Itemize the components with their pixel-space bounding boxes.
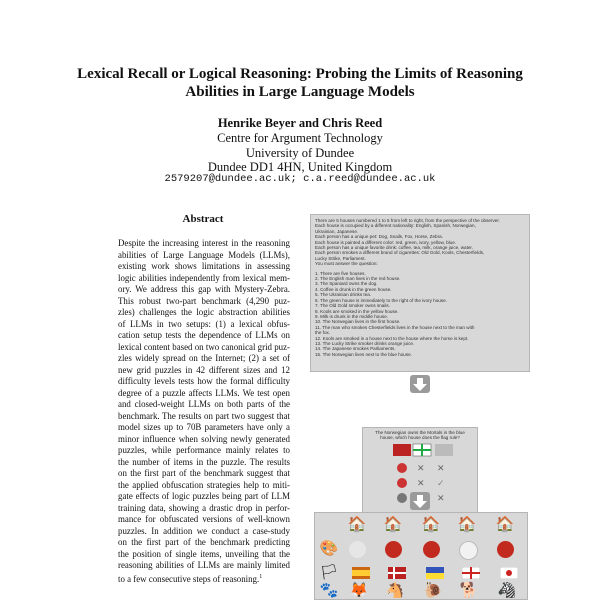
abstract-line: zles) challenges the logic abstraction abilities xyxy=(118,307,290,317)
mini-caption-line-1: The Norwegian owns the Mortals in the blue xyxy=(375,430,465,435)
affiliation-line-3: Dundee DD1 4HN, United Kingdom xyxy=(207,160,393,174)
abstract-line: lexical content based on two canonical grid puz- xyxy=(118,341,290,352)
puzzle-clue: 14. The Japanese smokes Parliaments. xyxy=(315,346,396,352)
abstract-line: and closed-weight LLMs on both parts of the xyxy=(118,399,290,409)
abstract-line: difficulty levels tests how the formal difficulty xyxy=(118,376,290,386)
puzzle-intro-line: Each house is occupied by a different nationality: English, Spanish, Norwegian, xyxy=(315,223,476,229)
abstract-line: on the first part of the benchmark predicting xyxy=(118,537,290,547)
svg-text:✕: ✕ xyxy=(437,493,445,503)
puzzle-clue: 8. Kools are smoked in the yellow house. xyxy=(315,308,399,314)
dog-icon: 🐕 xyxy=(459,583,479,599)
abstract-line: cation setup tests the dependence of LLMs on xyxy=(118,330,290,340)
color-ball-red xyxy=(423,541,440,558)
puzzle-clues xyxy=(315,271,525,358)
authors: Henrike Beyer and Chris Reed xyxy=(217,116,383,130)
abstract-line: model sizes up to 70B parameters have only a xyxy=(118,422,290,432)
puzzle-intro-line: Lucky Strike, Parliament. xyxy=(315,255,366,261)
color-ball-red xyxy=(497,541,514,558)
affiliation-line-1: Centre for Argument Technology xyxy=(217,131,383,145)
paw-icon: 🐾 xyxy=(319,583,339,599)
solution-grid-panel xyxy=(314,512,528,600)
puzzle-clue: 10. The Norwegian lives in the first house. xyxy=(315,319,401,325)
house-icon: 🏠 xyxy=(421,517,441,533)
puzzle-clue: 15. The Norwegian lives next to the blue house. xyxy=(315,351,412,357)
down-arrow-icon-2 xyxy=(410,492,430,510)
abstract-line: zles widely spread on the Internet; (2) a set of xyxy=(118,353,290,363)
puzzle-intro-line: You must answer the question: xyxy=(315,261,378,267)
puzzle-text-panel xyxy=(310,214,530,372)
paper-title xyxy=(40,65,560,101)
puzzle-intro-line: Each person has a unique pet: Dog, Snails, Fox, Horse, Zebra. xyxy=(315,234,443,240)
flag-4 xyxy=(462,567,480,579)
author-emails: 2579207@dundee.ac.uk; c.a.reed@dundee.ac.uk xyxy=(164,173,436,185)
abstract-line: Despite the increasing interest in the reasoning xyxy=(118,238,290,248)
zebra-icon: 🦓 xyxy=(497,583,517,599)
house-icon: 🏠 xyxy=(495,517,515,533)
svg-text:✕: ✕ xyxy=(417,463,425,473)
horse-icon: 🐴 xyxy=(385,583,405,599)
abstract-line: ory. We address this gap with Mystery-Zebra. xyxy=(118,284,290,294)
puzzle-clue: the fox. xyxy=(315,330,331,336)
abstract-line: to a few consecutive steps of reasoning.$^1$ xyxy=(118,573,263,584)
title-line-1: Lexical Recall or Logical Reasoning: Probing the Limits of Reasoning xyxy=(77,66,523,82)
flag-icon: 🏳 xyxy=(319,565,339,581)
abstract-line: on the first part of the benchmark suggest that xyxy=(118,468,290,478)
abstract-line: puzzles, while performance mainly relates to xyxy=(118,445,290,455)
svg-text:✕: ✕ xyxy=(437,463,445,473)
svg-text:✕: ✕ xyxy=(417,478,425,488)
abstract-line: puzzles. In addition we conduct a case-study xyxy=(118,525,290,536)
abstract-line: This robust two-part benchmark (4,290 puz- xyxy=(118,295,290,306)
puzzle-clue: 3. The Spaniard owns the dog. xyxy=(315,281,378,287)
down-arrow-icon xyxy=(410,375,430,393)
puzzle-clue: 1. There are five houses. xyxy=(315,270,366,276)
svg-text:✓: ✓ xyxy=(437,478,445,488)
abstract-line: benchmark. The results on part two suggest that xyxy=(118,410,290,421)
puzzle-clue: 4. Coffee is drunk in the green house. xyxy=(315,286,392,292)
puzzle-clue: 9. Milk is drunk in the middle house. xyxy=(315,313,389,319)
puzzle-clue: 2. The English man lives in the red house. xyxy=(315,276,401,282)
abstract-line: logic abilities independently from lexical mem- xyxy=(118,272,290,283)
abstract-line: training data, showing a drastic drop in perfor- xyxy=(118,502,290,513)
mini-caption-line-2: house, which house does the flag rule? xyxy=(380,435,460,441)
color-ball-white xyxy=(459,541,478,560)
abstract-line: reasoning abilities of LLMs are mainly limited xyxy=(118,560,290,570)
abstract-line: existing work shows limitations in assessing xyxy=(118,261,290,271)
puzzle-intro-line: Each person has a unique favorite drink: coffee, tea, milk, orange juice, water. xyxy=(315,245,473,251)
abstract-line: new grid puzzles in 42 different sizes and 12 xyxy=(118,364,290,375)
fox-icon: 🦊 xyxy=(349,583,369,599)
footnote-mark: 1 xyxy=(259,573,263,580)
affiliation-line-2: University of Dundee xyxy=(245,146,355,160)
puzzle-intro-line: Ukrainian, Japanese. xyxy=(315,228,359,234)
house-icon: 🏠 xyxy=(457,517,477,533)
flag-3 xyxy=(426,567,444,579)
flag-2 xyxy=(388,567,406,579)
puzzle-intro-line: Each person smokes a different brand of cigarettes: Old Gold, Kools, Chesterfields, xyxy=(315,250,485,256)
abstract-line: mance for obfuscated versions of well-known xyxy=(118,514,290,524)
title-line-2: Abilities in Large Language Models xyxy=(185,84,415,100)
color-ball-red xyxy=(385,541,402,558)
abstract-line: the position of single items, unveiling that the xyxy=(118,548,290,559)
palette-icon: 🎨 xyxy=(319,541,339,557)
puzzle-intro-line: There are 5 houses numbered 1 to 5 from left to right, from the perspective of the observer. xyxy=(315,218,500,223)
abstract-line: degree of a puzzle affects LLMs. We test open xyxy=(118,387,290,398)
puzzle-clue: 12. Kools are smoked in a house next to the house where the horse is kept. xyxy=(315,335,469,341)
abstract-line: minor influence when solving newly generated xyxy=(118,433,290,444)
abstract-line: of LLMs in two setups: (1) a lexical obfus- xyxy=(118,318,290,329)
puzzle-intro-line: Each house is painted a different color: red, green, ivory, yellow, blue. xyxy=(315,239,457,245)
house-icon: 🏠 xyxy=(347,517,367,533)
house-icon: 🏠 xyxy=(383,517,403,533)
puzzle-clue: 11. The man who smokes Chesterfields lives in the house next to the man with xyxy=(315,324,475,330)
flag-5 xyxy=(500,567,518,579)
abstract-line: gate effects of logic puzzles being part of LLM xyxy=(118,491,290,501)
abstract-line: the number of items in the puzzle. The results xyxy=(118,456,290,467)
flag-1 xyxy=(352,567,370,579)
color-ball-white xyxy=(349,541,366,558)
abstract-heading: Abstract xyxy=(182,213,224,225)
puzzle-clue: 13. The Lucky Strike smoker drinks orange juice. xyxy=(315,340,415,346)
figure-1 xyxy=(310,214,530,600)
puzzle-clue: 7. The Old Gold smoker owns snails. xyxy=(315,303,390,309)
puzzle-intro xyxy=(315,218,525,267)
abstract-line: abilities of Large Language Models (LLMs), xyxy=(118,249,290,260)
abstract-line: the applied obfuscation strategies help to miti- xyxy=(118,479,290,490)
puzzle-clue: 6. The green house is immediately to the right of the ivory house. xyxy=(315,297,447,303)
abstract-body xyxy=(118,238,290,585)
snail-icon: 🐌 xyxy=(423,583,443,599)
puzzle-clue: 5. The Ukrainian drinks tea. xyxy=(315,292,372,298)
